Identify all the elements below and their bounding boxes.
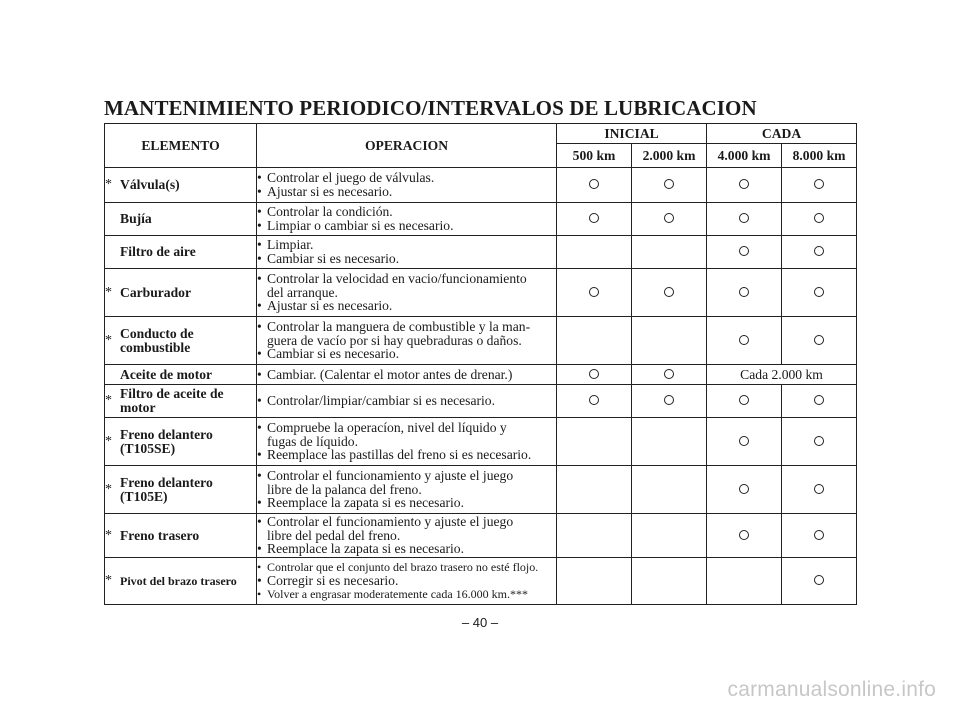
operation-cell (257, 236, 557, 269)
interval-cell (632, 236, 707, 269)
bullet-icon: • (257, 495, 262, 511)
bullet-icon: • (257, 586, 262, 601)
element-cell (105, 236, 257, 269)
header-elemento: ELEMENTO (105, 124, 257, 168)
bullet-icon: • (257, 447, 262, 463)
check-circle-icon (664, 179, 674, 189)
bullet-icon: • (257, 271, 262, 287)
check-circle-icon (814, 179, 824, 189)
bullet-icon: • (257, 251, 262, 266)
interval-cell (707, 514, 782, 558)
operation-text: Controlar el juego de válvulas. (267, 170, 435, 186)
interval-cell (707, 418, 782, 466)
operation-text: Controlar el funcionamiento y ajuste el juego libre de la palanca del freno. (267, 468, 514, 497)
operation-text: Controlar la condición. (267, 204, 393, 220)
element-name: Freno delantero (120, 426, 213, 442)
interval-cell (557, 365, 632, 385)
operation-text: Ajustar si es necesario. (267, 184, 393, 199)
bullet-icon: • (257, 204, 262, 220)
interval-cell (557, 514, 632, 558)
interval-cell (782, 203, 857, 236)
table-row (105, 269, 857, 317)
table-row (105, 466, 857, 514)
table-row (105, 168, 857, 203)
interval-cell (557, 269, 632, 317)
check-circle-icon (814, 213, 824, 223)
header-operacion: OPERACION (257, 124, 557, 168)
element-cell (105, 168, 257, 203)
element-name: Filtro de aceite de (120, 386, 224, 401)
interval-cell (782, 466, 857, 514)
operation-cell (257, 365, 557, 385)
check-circle-icon (739, 395, 749, 405)
operation-text: Controlar la velocidad en vacio/funcionamiento del arranque. (267, 271, 527, 300)
interval-cell (707, 168, 782, 203)
check-circle-icon (739, 436, 749, 446)
critical-asterisk: * (105, 573, 112, 588)
operation-text: Cambiar. (Calentar el motor antes de drenar.) (267, 366, 513, 382)
element-name: Carburador (120, 284, 191, 300)
check-circle-icon (814, 484, 824, 494)
check-circle-icon (814, 246, 824, 256)
operation-text: Reemplace la zapata si es necesario. (267, 495, 465, 511)
interval-cell (782, 236, 857, 269)
interval-cell (557, 317, 632, 365)
interval-cell (632, 385, 707, 418)
element-cell (105, 514, 257, 558)
interval-cell (632, 168, 707, 203)
bullet-icon: • (257, 420, 262, 436)
interval-cell (632, 418, 707, 466)
interval-cell (557, 236, 632, 269)
interval-cell (632, 466, 707, 514)
operation-text: Controlar que el conjunto del brazo trasero no esté flojo. (267, 559, 539, 574)
element-cell (105, 466, 257, 514)
interval-cell (557, 466, 632, 514)
bullet-icon: • (257, 559, 262, 574)
operation-text: Ajustar si es necesario. (267, 298, 393, 314)
operation-text: Compruebe la operacíon, nivel del líquido y fugas de líquido. (267, 420, 507, 449)
table-row (105, 558, 857, 605)
bullet-icon: • (257, 514, 262, 530)
interval-cell (632, 203, 707, 236)
table-row (105, 514, 857, 558)
bullet-icon: • (257, 573, 262, 589)
check-circle-icon (589, 287, 599, 297)
operation-cell (257, 466, 557, 514)
header-km-2000: 2.000 km (632, 144, 707, 168)
interval-cell (782, 385, 857, 418)
table-row (105, 203, 857, 236)
critical-asterisk: * (105, 284, 112, 300)
interval-cell (632, 365, 707, 385)
check-circle-icon (589, 369, 599, 379)
check-circle-icon (739, 213, 749, 223)
header-cada: CADA (707, 124, 857, 144)
element-cell (105, 558, 257, 605)
operation-cell (257, 269, 557, 317)
element-cell (105, 365, 257, 385)
check-circle-icon (589, 213, 599, 223)
table-body (105, 168, 857, 605)
interval-cell (632, 558, 707, 605)
check-circle-icon (664, 369, 674, 379)
check-circle-icon (589, 395, 599, 405)
element-name: Freno delantero (120, 474, 213, 490)
header-inicial: INICIAL (557, 124, 707, 144)
element-cell (105, 203, 257, 236)
table-row (105, 365, 857, 385)
element-name: (T105E) (120, 488, 168, 504)
element-name: (T105SE) (120, 440, 176, 456)
element-cell (105, 317, 257, 365)
bullet-icon: • (257, 170, 262, 186)
operation-text: Reemplace la zapata si es necesario. (267, 541, 465, 557)
element-name: Freno trasero (120, 527, 200, 543)
operation-cell (257, 514, 557, 558)
bullet-icon: • (257, 298, 262, 314)
bullet-icon: • (257, 541, 262, 557)
interval-cell (557, 203, 632, 236)
interval-cell (782, 269, 857, 317)
check-circle-icon (814, 530, 824, 540)
interval-cell (707, 269, 782, 317)
interval-cell (557, 558, 632, 605)
interval-cell (782, 558, 857, 605)
table-row (105, 418, 857, 466)
maintenance-table (104, 123, 857, 605)
operation-text: Limpiar o cambiar si es necesario. (267, 218, 454, 233)
interval-cell (782, 317, 857, 365)
check-circle-icon (739, 530, 749, 540)
element-cell (105, 385, 257, 418)
critical-asterisk: * (105, 332, 112, 348)
check-circle-icon (814, 335, 824, 345)
interval-cell (557, 418, 632, 466)
interval-cell (707, 385, 782, 418)
bullet-icon: • (257, 218, 262, 233)
element-name: Válvula(s) (120, 177, 180, 192)
critical-asterisk: * (105, 433, 112, 449)
element-cell (105, 269, 257, 317)
operation-text: Cambiar si es necesario. (267, 251, 400, 266)
bullet-icon: • (257, 237, 262, 253)
operation-cell (257, 418, 557, 466)
interval-cell (557, 168, 632, 203)
element-name: Aceite de motor (120, 366, 213, 382)
check-circle-icon (739, 179, 749, 189)
check-circle-icon (814, 287, 824, 297)
interval-cell (707, 203, 782, 236)
interval-cell (707, 236, 782, 269)
element-name: combustible (120, 339, 191, 355)
critical-asterisk: * (105, 393, 112, 408)
check-circle-icon (589, 179, 599, 189)
element-name: motor (120, 400, 156, 415)
element-name: Filtro de aire (120, 244, 196, 259)
interval-cell (557, 385, 632, 418)
critical-asterisk: * (105, 177, 112, 192)
operation-cell (257, 168, 557, 203)
header-km-8000: 8.000 km (782, 144, 857, 168)
bullet-icon: • (257, 184, 262, 199)
table-row (105, 236, 857, 269)
operation-cell (257, 558, 557, 605)
bullet-icon: • (257, 346, 262, 362)
table-row (105, 317, 857, 365)
interval-cell (782, 168, 857, 203)
check-circle-icon (664, 213, 674, 223)
operation-text: Volver a engrasar moderatemente cada 16.000 km.*** (267, 586, 529, 601)
interval-cell (782, 418, 857, 466)
check-circle-icon (739, 287, 749, 297)
check-circle-icon (664, 287, 674, 297)
interval-cell (632, 514, 707, 558)
table-row (105, 385, 857, 418)
critical-asterisk: * (105, 481, 112, 497)
interval-cell (707, 558, 782, 605)
check-circle-icon (739, 335, 749, 345)
interval-cell (782, 514, 857, 558)
operation-text: Reemplace las pastillas del freno si es necesario. (267, 447, 532, 463)
check-circle-icon (739, 484, 749, 494)
operation-text: Controlar/limpiar/cambiar si es necesario. (267, 393, 495, 409)
operation-cell (257, 385, 557, 418)
header-km-500: 500 km (557, 144, 632, 168)
interval-cell (707, 466, 782, 514)
interval-cell (632, 317, 707, 365)
check-circle-icon (664, 395, 674, 405)
check-circle-icon (814, 575, 824, 585)
critical-asterisk: * (105, 527, 112, 543)
element-cell (105, 418, 257, 466)
bullet-icon: • (257, 393, 262, 409)
check-circle-icon (814, 395, 824, 405)
operation-cell (257, 317, 557, 365)
operation-text: Cambiar si es necesario. (267, 346, 400, 362)
operation-cell (257, 203, 557, 236)
operation-text: Controlar el funcionamiento y ajuste el juego libre del pedal del freno. (267, 514, 514, 543)
watermark: carmanualsonline.info (727, 678, 936, 701)
operation-text: Corregir si es necesario. (267, 573, 399, 589)
element-name: Pivot del brazo trasero (120, 574, 237, 588)
interval-cell (707, 317, 782, 365)
operation-text: Controlar la manguera de combustible y la man- guera de vacío por si hay quebraduras o daños. (267, 319, 531, 348)
check-circle-icon (814, 436, 824, 446)
element-name: Conducto de (120, 325, 194, 341)
check-circle-icon (739, 246, 749, 256)
bullet-icon: • (257, 366, 262, 382)
page-title: MANTENIMIENTO PERIODICO/INTERVALOS DE LUBRICACION (104, 96, 757, 120)
page-number: – 40 – (461, 615, 499, 630)
header-km-4000: 4.000 km (707, 144, 782, 168)
element-name: Bujía (120, 211, 152, 226)
interval-cell (632, 269, 707, 317)
operation-text: Limpiar. (267, 237, 314, 253)
interval-span-text: Cada 2.000 km (707, 365, 857, 385)
bullet-icon: • (257, 468, 262, 484)
bullet-icon: • (257, 319, 262, 335)
